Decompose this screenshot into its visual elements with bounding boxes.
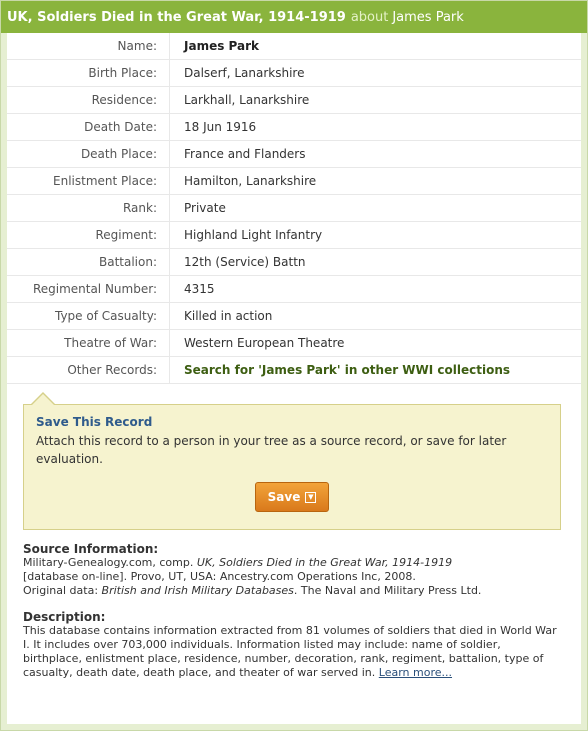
table-row bbox=[7, 114, 581, 141]
source-line-2: [database on-line]. Provo, UT, USA: Ancestry.com Operations Inc, 2008. bbox=[23, 570, 416, 583]
field-value-death-date: 18 Jun 1916 bbox=[170, 114, 582, 141]
source-information bbox=[23, 542, 563, 598]
field-value-death-place: France and Flanders bbox=[170, 141, 582, 168]
field-value-birth-place: Dalserf, Lanarkshire bbox=[170, 60, 582, 87]
table-row bbox=[7, 33, 581, 60]
table-row bbox=[7, 357, 581, 384]
field-label-regiment: Regiment: bbox=[7, 222, 170, 249]
source-collection-title: UK, Soldiers Died in the Great War, 1914-1919 bbox=[196, 556, 453, 569]
field-value-other-records bbox=[170, 357, 582, 384]
field-label-death-place: Death Place: bbox=[7, 141, 170, 168]
save-button[interactable] bbox=[255, 482, 329, 512]
save-record-box bbox=[23, 404, 561, 530]
field-value-type-of-casualty: Killed in action bbox=[170, 303, 582, 330]
table-row bbox=[7, 141, 581, 168]
source-line-1: Military-Genealogy.com, comp. UK, Soldiers Died in the Great War, 1914-1919 bbox=[23, 556, 453, 569]
save-record-panel bbox=[23, 404, 561, 530]
field-value-rank: Private bbox=[170, 195, 582, 222]
save-record-title: Save This Record bbox=[36, 415, 153, 429]
table-row bbox=[7, 330, 581, 357]
source-and-description bbox=[23, 542, 563, 680]
field-value-regimental-number: 4315 bbox=[170, 276, 582, 303]
table-row bbox=[7, 168, 581, 195]
field-label-regimental-number: Regimental Number: bbox=[7, 276, 170, 303]
table-row bbox=[7, 60, 581, 87]
other-records-search-link[interactable]: Search for 'James Park' in other WWI collections bbox=[184, 363, 511, 377]
field-value-enlistment-place: Hamilton, Lanarkshire bbox=[170, 168, 582, 195]
save-record-description: Attach this record to a person in your tree as a source record, or save for later evaluation. bbox=[36, 434, 507, 466]
field-label-enlistment-place: Enlistment Place: bbox=[7, 168, 170, 195]
source-line-3: Original data: British and Irish Military Databases. The Naval and Military Press Ltd. bbox=[23, 584, 482, 597]
field-label-battalion: Battalion: bbox=[7, 249, 170, 276]
field-value-name: James Park bbox=[170, 33, 582, 60]
table-row bbox=[7, 276, 581, 303]
field-label-name: Name: bbox=[7, 33, 170, 60]
field-label-theatre-of-war: Theatre of War: bbox=[7, 330, 170, 357]
record-header bbox=[1, 1, 587, 33]
about-label: about bbox=[350, 9, 389, 25]
field-label-death-date: Death Date: bbox=[7, 114, 170, 141]
field-label-rank: Rank: bbox=[7, 195, 170, 222]
source-heading: Source Information: bbox=[23, 542, 159, 556]
description-heading: Description: bbox=[23, 610, 106, 624]
field-value-residence: Larkhall, Lanarkshire bbox=[170, 87, 582, 114]
record-table bbox=[7, 33, 581, 384]
field-label-residence: Residence: bbox=[7, 87, 170, 114]
original-data-title: British and Irish Military Databases bbox=[101, 584, 294, 597]
dropdown-arrow-icon[interactable]: ▼ bbox=[305, 492, 316, 503]
table-row bbox=[7, 303, 581, 330]
table-row bbox=[7, 87, 581, 114]
description-section bbox=[23, 610, 563, 680]
table-row bbox=[7, 195, 581, 222]
field-value-regiment: Highland Light Infantry bbox=[170, 222, 582, 249]
field-label-type-of-casualty: Type of Casualty: bbox=[7, 303, 170, 330]
table-row bbox=[7, 249, 581, 276]
person-name-title: James Park bbox=[392, 9, 464, 25]
field-value-theatre-of-war: Western European Theatre bbox=[170, 330, 582, 357]
field-label-birth-place: Birth Place: bbox=[7, 60, 170, 87]
field-value-battalion: 12th (Service) Battn bbox=[170, 249, 582, 276]
collection-title: UK, Soldiers Died in the Great War, 1914-1919 bbox=[7, 9, 346, 25]
description-text: This database contains information extracted from 81 volumes of soldiers that died in World War I. It includes over 703,000 individuals. Information listed may include: name of soldier, birthplace, enlistment place, residence, number, decoration, rank, regiment, battalion, type of casualty, death date, death place, and theater of war served in. Learn more... bbox=[23, 624, 557, 679]
learn-more-link[interactable]: Learn more... bbox=[378, 666, 453, 679]
record-body bbox=[1, 33, 587, 730]
field-label-other-records: Other Records: bbox=[7, 357, 170, 384]
save-button-label: Save bbox=[267, 490, 301, 504]
table-row bbox=[7, 222, 581, 249]
